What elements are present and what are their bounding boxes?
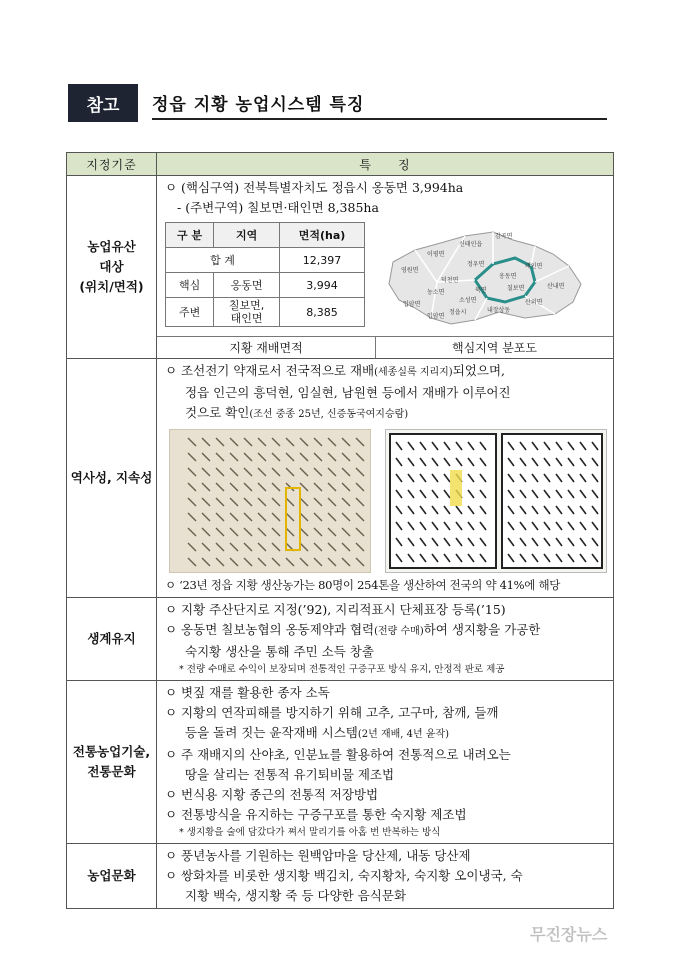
map-label: 입암면 bbox=[427, 313, 445, 320]
map-label: 정읍시 bbox=[449, 309, 467, 316]
map-label: 산외면 bbox=[525, 299, 543, 306]
map-label: 내장상동 bbox=[487, 307, 511, 314]
table-row-target bbox=[67, 176, 614, 359]
culture-content: ㅇ 풍년농사를 기원하는 원백암마을 당산제, 내동 당산제 ㅇ 쌍화차를 비롯한 생지황 백김치, 숙지황차, 숙지황 오이냉국, 숙 지황 백숙, 생지황 죽 등 다양한 음식문화 bbox=[157, 844, 614, 909]
tradition-content: ㅇ 볏짚 재를 활용한 종자 소독 ㅇ 지황의 연작피해를 방지하기 위해 고추, 고구마, 참깨, 들깨 등을 돌려 짓는 윤작재배 시스템(2년 재배, 4년 윤작) ㅇ 주 재배지의 산야초, 인분뇨를 활용하여 전통적으로 내려오는 땅을 살리는 전통적 유기퇴비물 제조법 ㅇ 번식용 지황 종근의 전통적 저장방법 ㅇ 전통방식을 유지하는 구증구포를 통한 숙지황 제조법 * 생지황을 술에 담갔다가 쪄서 말리기를 아홉 번 반복하는 방식 bbox=[157, 681, 614, 844]
map-label: 영원면 bbox=[401, 267, 419, 274]
livelihood-content: ㅇ 지황 주산단지로 지정(’92), 지리적표시 단체표장 등록(’15) ㅇ 옹동면 칠보농협의 옹동제약과 협력(전량 수매)하여 생지황을 가공한 숙지황 생산을 통해 주민 소득 창출 * 전량 수매로 수익이 보장되며 전통적인 구증구포 방식 유지, 안정적 판로 제공 bbox=[157, 598, 614, 681]
watermark-logo: 무진장뉴스 bbox=[530, 925, 608, 944]
table-row-history bbox=[67, 359, 614, 598]
core-region-map bbox=[375, 222, 591, 332]
map-label: 옹동면 bbox=[499, 273, 517, 280]
target-content bbox=[157, 176, 614, 359]
col-header-criteria: 지정기준 bbox=[67, 153, 157, 176]
row-label-livelihood: 생계유지 bbox=[67, 598, 157, 681]
target-near-line: - (주변구역) 칠보면·태인면 8,385ha bbox=[177, 200, 379, 215]
table-row-culture bbox=[67, 844, 614, 909]
table-row-tradition bbox=[67, 681, 614, 844]
row-label-tradition: 전통농업기술, 전통문화 bbox=[67, 681, 157, 844]
map-label: 감곡면 bbox=[495, 233, 513, 240]
map-label: 산내면 bbox=[547, 283, 565, 290]
production-stat-line: ㅇ ‘23년 정읍 지황 생산농가는 80명이 254톤을 생산하여 전국의 약 41%에 해당 bbox=[165, 578, 561, 592]
features-table bbox=[66, 152, 614, 909]
map-label: 이평면 bbox=[427, 251, 445, 258]
map-label: 칠보면 bbox=[507, 285, 525, 292]
map-label: 농소면 bbox=[427, 289, 445, 296]
livelihood-note: * 전량 수매로 수익이 보장되며 전통적인 구증구포 방식 유지, 안정적 판로 제공 bbox=[179, 664, 505, 675]
caption-area: 지황 재배면적 bbox=[157, 337, 376, 358]
map-label: 태인면 bbox=[525, 263, 543, 270]
tradition-note: * 생지황을 술에 담갔다가 쪄서 말리기를 아홉 번 반복하는 방식 bbox=[179, 827, 441, 838]
map-label: 북면 bbox=[475, 287, 487, 294]
map-label: 정우면 bbox=[467, 261, 485, 268]
reference-badge: 참고 bbox=[68, 84, 138, 122]
caption-map: 핵심지역 분포도 bbox=[452, 341, 537, 355]
map-label: 입암면 bbox=[403, 301, 421, 308]
row-label-history: 역사성, 지속성 bbox=[67, 359, 157, 598]
map-label: 소성면 bbox=[459, 297, 477, 304]
area-table: 구 분 지역 면적(ha) 합 계 12,397 핵심 옹동면 3,994 주변 칠보면, 태인면 8,385 bbox=[165, 222, 365, 327]
row-label-target: 농업유산 대상 (위치/면적) bbox=[67, 176, 157, 359]
title-underline bbox=[152, 118, 607, 120]
history-content: ㅇ 조선전기 약재로서 전국적으로 재배(세종실록 지리지)되었으며, 정읍 인근의 흥덕현, 임실현, 남원현 등에서 재배가 이루어진 것으로 확인(조선 중종 25년, 신증동국여지승람) ㅇ ‘23년 정읍 지황 생산농가는 80명이 254톤을 생산하여 전국의 약 41%에 해당 bbox=[157, 359, 614, 598]
col-header-features: 특 징 bbox=[157, 153, 614, 176]
historical-document-image-1 bbox=[169, 429, 371, 573]
map-label: 신태인읍 bbox=[459, 241, 483, 248]
target-core-line: ㅇ (핵심구역) 전북특별자치도 정읍시 옹동면 3,994ha bbox=[165, 180, 464, 195]
row-label-culture: 농업문화 bbox=[67, 844, 157, 909]
map-label: 덕천면 bbox=[441, 277, 459, 284]
page-title: 정읍 지황 농업시스템 특징 bbox=[152, 95, 365, 115]
table-row-livelihood bbox=[67, 598, 614, 681]
historical-document-image-2 bbox=[385, 429, 607, 573]
